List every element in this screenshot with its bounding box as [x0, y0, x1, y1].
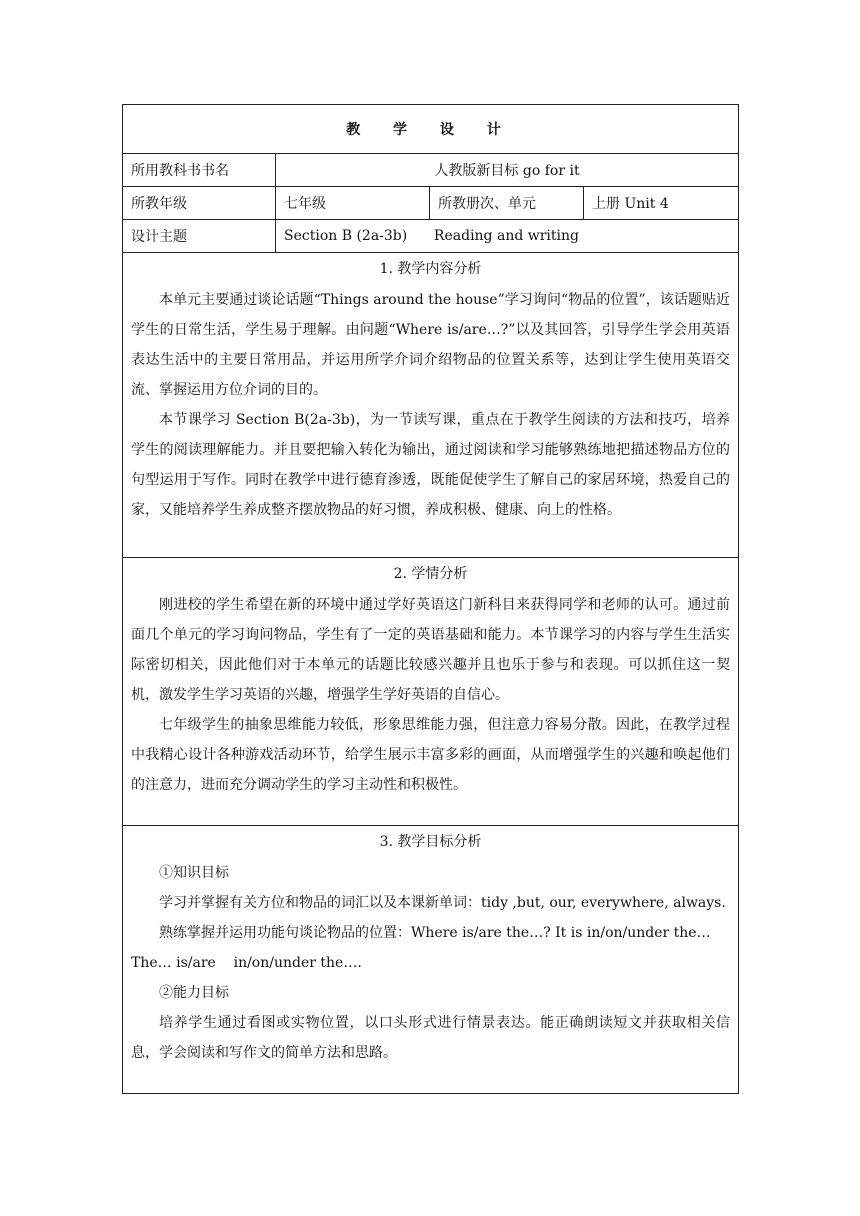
objectives-section: [123, 826, 739, 1094]
knowledge-objective-item: 熟练掌握并运用功能句谈论物品的位置：Where is/are the…? It is in/on/under the…: [159, 925, 711, 941]
learner-analysis-paragraph: 七年级学生的抽象思维能力较低，形象思维能力强，但注意力容易分散。因此，在教学过程中我精心设计各种游戏活动环节，给学生展示丰富多彩的画面，从而增强学生的兴趣和唤起他们的注意力，进而充分调动学生的学习主动性和积极性。: [131, 717, 730, 793]
lesson-design-table: [122, 104, 739, 1094]
content-analysis-title: 1. 教学内容分析: [379, 261, 482, 277]
volume-value: 上册 Unit 4: [584, 187, 739, 220]
learner-analysis-title: 2. 学情分析: [393, 566, 468, 582]
content-analysis-paragraph: 本单元主要通过谈论话题“Things around the house”学习询问“物品的位置”，该话题贴近学生的日常生活，学生易于理解。由问题“Where is/are…?”以及其回答，引导学生学会用英语表达生活中的主要日常用品，并运用所学介词介绍物品的位置关系等，达到让学生使用英语交流、掌握运用方位介词的目的。: [131, 292, 730, 398]
ability-objective-item: 培养学生通过看图或实物位置，以口头形式进行情景表达。能正确朗读短文并获取相关信息，学会阅读和写作文的简单方法和思路。: [131, 1015, 730, 1061]
grade-value: 七年级: [276, 187, 430, 220]
objectives-title: 3. 教学目标分析: [379, 834, 482, 850]
learner-analysis-section: [123, 558, 739, 826]
grade-label: 所教年级: [123, 187, 276, 220]
knowledge-objective-item: 学习并掌握有关方位和物品的词汇以及本课新单词：tidy ,but, our, everywhere, always.: [159, 895, 726, 911]
volume-label: 所教册次、单元: [430, 187, 584, 220]
topic-label: 设计主题: [123, 220, 276, 253]
learner-analysis-paragraph: 刚进校的学生希望在新的环境中通过学好英语这门新科目来获得同学和老师的认可。通过前面几个单元的学习询问物品，学生有了一定的英语基础和能力。本节课学习的内容与学生生活实际密切相关，因此他们对于本单元的话题比较感兴趣并且也乐于参与和表现。可以抓住这一契机，激发学生学习英语的兴趣，增强学生学好英语的自信心。: [131, 597, 730, 703]
textbook-label: 所用教科书书名: [123, 154, 276, 187]
textbook-value: 人教版新目标 go for it: [276, 154, 739, 187]
topic-value: Section B (2a-3b) Reading and writing: [276, 220, 739, 253]
content-analysis-paragraph: 本节课学习 Section B(2a-3b)，为一节读写课，重点在于教学生阅读的方法和技巧，培养学生的阅读理解能力。并且要把输入转化为输出，通过阅读和学习能够熟练地把描述物品方位的句型运用于写作。同时在教学中进行德育渗透，既能促使学生了解自己的家居环境，热爱自己的家，又能培养学生养成整齐摆放物品的好习惯，养成积极、健康、向上的性格。: [131, 412, 730, 518]
ability-objective-heading: ②能力目标: [159, 985, 229, 1001]
knowledge-objective-heading: ①知识目标: [159, 865, 229, 881]
knowledge-objective-item: The… is/are in/on/under the….: [131, 955, 362, 971]
content-analysis-section: [123, 253, 739, 558]
document-title: 教 学 设 计: [123, 105, 739, 154]
